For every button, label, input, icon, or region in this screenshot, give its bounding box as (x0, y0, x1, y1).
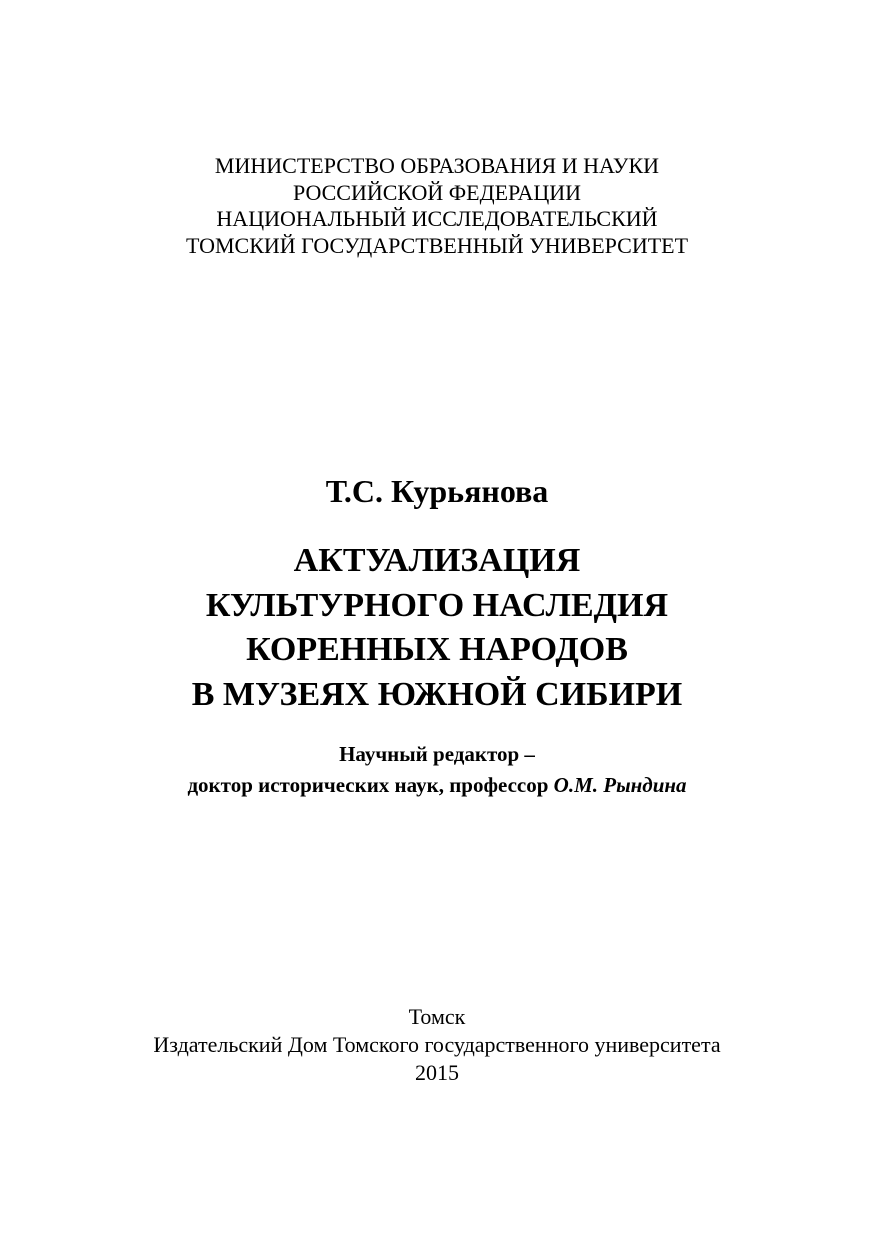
editor-degree: доктор исторических наук, профессор (187, 773, 554, 797)
ministry-line: МИНИСТЕРСТВО ОБРАЗОВАНИЯ И НАУКИ (214, 153, 660, 178)
ministry-line: РОССИЙСКОЙ ФЕДЕРАЦИИ (292, 179, 582, 205)
ministry-line: ТОМСКИЙ ГОСУДАРСТВЕННЫЙ УНИВЕРСИТЕТ (185, 232, 689, 258)
ministry-line: НАЦИОНАЛЬНЫЙ ИССЛЕДОВАТЕЛЬСКИЙ (216, 206, 658, 231)
ministry-header (0, 153, 874, 259)
imprint-publisher: Издательский Дом Томского государственного университета (153, 1032, 721, 1057)
title-line: КУЛЬТУРНОГО НАСЛЕДИЯ (205, 586, 669, 624)
imprint-city: Томск (408, 1004, 466, 1029)
editor-credentials (0, 770, 874, 801)
title-line: КОРЕННЫХ НАРОДОВ (246, 631, 628, 668)
title-line: АКТУАЛИЗАЦИЯ (293, 542, 581, 579)
scientific-editor (0, 739, 874, 801)
editor-role: Научный редактор – (339, 742, 535, 766)
imprint (0, 1003, 874, 1087)
editor-name: О.М. Рындина (553, 773, 687, 797)
imprint-year: 2015 (415, 1060, 459, 1085)
book-title (0, 539, 874, 717)
author-name: Т.С. Курьянова (325, 473, 549, 509)
title-line: В МУЗЕЯХ ЮЖНОЙ СИБИРИ (191, 675, 683, 713)
